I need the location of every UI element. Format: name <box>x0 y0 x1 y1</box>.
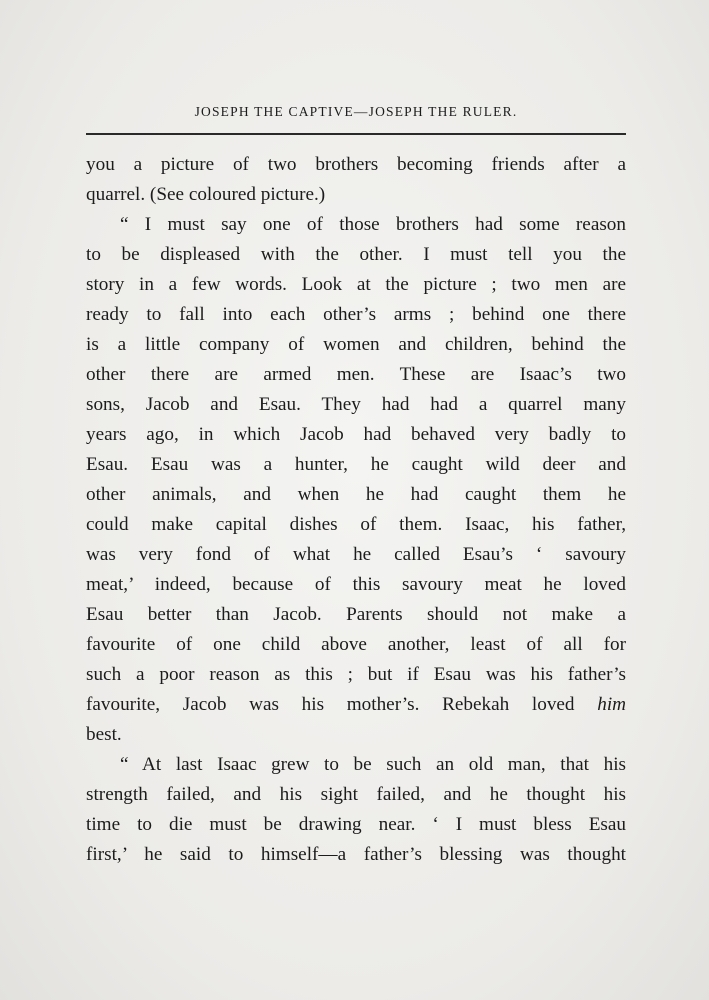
text-line: years ago, in which Jacob had behaved very badly to <box>86 424 626 445</box>
text-line: such a poor reason as this ; but if Esau was his father’s <box>86 664 626 685</box>
running-header: JOSEPH THE CAPTIVE—JOSEPH THE RULER. <box>194 104 518 119</box>
text-line: other there are armed men. These are Isaac’s two <box>86 364 626 385</box>
text-line: “ I must say one of those brothers had some reason <box>120 214 626 235</box>
text-line: was very fond of what he called Esau’s ‘ savoury <box>86 544 626 565</box>
text-line: time to die must be drawing near. ‘ I must bless Esau <box>86 814 626 835</box>
text-line: strength failed, and his sight failed, and he thought his <box>86 784 626 805</box>
text-line: other animals, and when he had caught them he <box>86 484 626 505</box>
text-line: sons, Jacob and Esau. They had had a quarrel many <box>86 394 626 415</box>
body-text <box>86 150 626 870</box>
text-line: Esau better than Jacob. Parents should not make a <box>86 604 626 625</box>
header-rule <box>86 133 626 135</box>
text-line: story in a few words. Look at the picture ; two men are <box>86 274 626 295</box>
text-line: “ At last Isaac grew to be such an old man, that his <box>120 754 626 775</box>
text-line: could make capital dishes of them. Isaac, his father, <box>86 514 626 535</box>
text-line: first,’ he said to himself—a father’s blessing was thought <box>86 844 626 865</box>
text-segment: favourite, Jacob was his mother’s. Rebekah loved <box>86 694 575 715</box>
text-line: best. <box>86 724 122 745</box>
text-line-with-emphasis <box>86 690 626 720</box>
text-line: favourite of one child above another, least of all for <box>86 634 626 655</box>
text-line: meat,’ indeed, because of this savoury meat he loved <box>86 574 626 595</box>
text-line: ready to fall into each other’s arms ; behind one there <box>86 304 626 325</box>
text-line: Esau. Esau was a hunter, he caught wild deer and <box>86 454 626 475</box>
text-line: is a little company of women and children, behind the <box>86 334 626 355</box>
text-line: you a picture of two brothers becoming friends after a <box>86 154 626 175</box>
text-line: to be displeased with the other. I must tell you the <box>86 244 626 265</box>
emphasized-word: him <box>597 694 627 715</box>
text-line: quarrel. (See coloured picture.) <box>86 184 326 205</box>
